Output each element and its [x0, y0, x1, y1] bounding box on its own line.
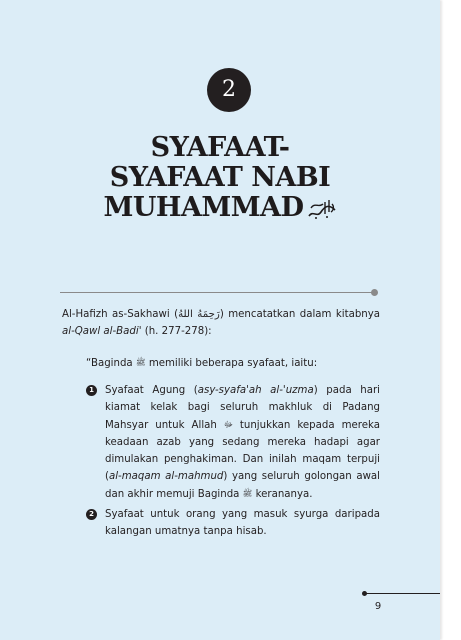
list-item — [86, 506, 380, 540]
title-line-3 — [0, 193, 440, 223]
item-1-text-1: Syafaat Agung ( — [105, 385, 198, 396]
chapter-number-badge — [207, 68, 251, 112]
item-1-italic-2: al-maqam al-mahmud — [108, 471, 224, 482]
saw-symbol: ﷺ — [242, 489, 253, 498]
intro-text-2: ) mencatatkan dalam kitabnya — [219, 309, 381, 320]
list-item — [86, 382, 380, 503]
title-line-2: SYAFAAT NABI — [109, 162, 331, 193]
quote-lead-text-2: memiliki beberapa syafaat, iaitu: — [145, 358, 318, 369]
section-divider — [60, 292, 372, 293]
item-1-text-2: ) pada hari kiamat kelak bagi seluruh makhluk di Padang Mahsyar untuk Allah — [105, 385, 380, 431]
swt-symbol: ﷻ — [223, 420, 233, 429]
chapter-number: 2 — [222, 77, 236, 102]
item-number-badge: 2 — [86, 509, 97, 520]
quote-lead-text-1: “Baginda — [86, 358, 136, 369]
footer-rule — [364, 593, 440, 594]
item-1-text-3: tunjukkan kepada mereka keadaan azab yang sedang mereka hadapi agar dimulakan penghakiman. Dan inilah maqam terpuji ( — [105, 420, 380, 482]
title-line-1: SYAFAAT- — [150, 132, 290, 163]
intro-text-3: (h. 277-278): — [141, 326, 212, 337]
sallallahu-alayhi-wasallam-icon — [307, 198, 337, 220]
section-divider-dot — [371, 289, 378, 296]
item-2-text: Syafaat untuk orang yang masuk syurga daripada kalangan umatnya tanpa hisab. — [105, 509, 380, 537]
saw-symbol: ﷺ — [135, 358, 146, 367]
book-title: al-Qawl al-Badi' — [62, 326, 142, 337]
chapter-title — [0, 133, 440, 223]
page-number: 9 — [374, 601, 382, 612]
chapter-body — [62, 306, 380, 543]
item-number-badge: 1 — [86, 385, 97, 396]
title-line-3-text: MUHAMMAD — [103, 192, 304, 223]
intro-paragraph — [62, 306, 380, 340]
item-1-text-5: kerananya. — [252, 489, 313, 500]
intro-arabic-honorific: رَحِمَهُ اللهُ — [178, 309, 220, 320]
item-1-text-4: ) yang seluruh golongan awal dan akhir memuji Baginda — [105, 471, 380, 500]
intro-text-1: Al-Hafizh as-Sakhawi ( — [62, 309, 179, 320]
item-1-italic-1: asy-syafa'ah al-'uzma — [197, 385, 314, 396]
footer-rule-dot — [362, 591, 367, 596]
quote-lead — [86, 354, 380, 372]
